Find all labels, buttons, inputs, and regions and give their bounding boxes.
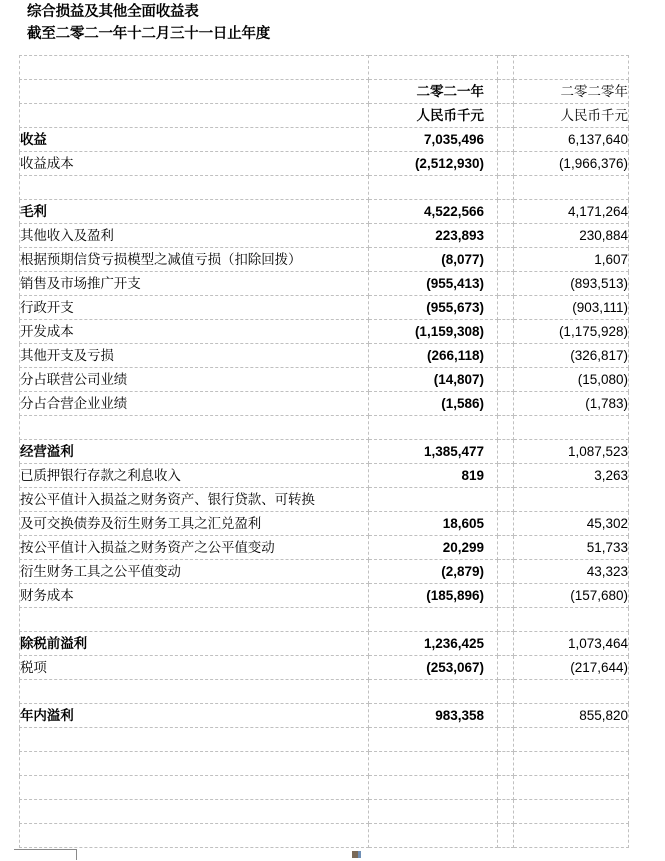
table-row[interactable] xyxy=(20,344,629,368)
row-label-text: 年内溢利 xyxy=(20,708,74,724)
row-label[interactable] xyxy=(20,584,369,608)
spacer-label-cell[interactable] xyxy=(20,608,369,632)
row-value-y2020-text: 1,087,523 xyxy=(567,444,628,459)
row-label-text: 衍生财务工具之公平值变动 xyxy=(20,564,181,580)
row-label-text: 收益 xyxy=(20,132,47,148)
row-label-text: 及可交换债券及衍生财务工具之汇兑盈利 xyxy=(20,516,262,532)
table-row[interactable] xyxy=(20,224,629,248)
spacer-y2020-cell[interactable] xyxy=(514,608,629,632)
spacer-y2021-cell[interactable] xyxy=(369,776,498,800)
spacer-label-cell[interactable] xyxy=(20,824,369,848)
spacer-gap-cell[interactable] xyxy=(498,416,514,440)
row-value-y2020[interactable] xyxy=(514,224,629,248)
row-value-y2021[interactable] xyxy=(369,632,498,656)
table-row[interactable] xyxy=(20,368,629,392)
table-row[interactable] xyxy=(20,536,629,560)
spacer-y2021-cell[interactable] xyxy=(369,56,498,80)
row-gap-cell[interactable] xyxy=(498,368,514,392)
row-value-y2021[interactable] xyxy=(369,296,498,320)
row-value-y2021[interactable] xyxy=(369,512,498,536)
row-gap-cell[interactable] xyxy=(498,272,514,296)
spacer-y2021-cell[interactable] xyxy=(369,680,498,704)
row-value-y2021-text: (2,879) xyxy=(441,564,484,579)
row-gap-cell[interactable] xyxy=(498,224,514,248)
row-value-y2021[interactable] xyxy=(369,128,498,152)
row-value-y2021[interactable] xyxy=(369,344,498,368)
row-gap-cell[interactable] xyxy=(498,440,514,464)
row-value-y2021-text: (1,586) xyxy=(441,396,484,411)
spacer-gap-cell[interactable] xyxy=(498,752,514,776)
spacer-gap-cell[interactable] xyxy=(498,728,514,752)
table-row[interactable] xyxy=(20,632,629,656)
row-value-y2020-text: (157,680) xyxy=(570,588,628,603)
row-value-y2020[interactable] xyxy=(514,656,629,680)
row-value-y2020-text: 3,263 xyxy=(594,468,628,483)
row-value-y2020[interactable] xyxy=(514,704,629,728)
row-label[interactable] xyxy=(20,560,369,584)
table-row[interactable] xyxy=(20,488,629,512)
row-label-text: 按公平值计入损益之财务资产之公平值变动 xyxy=(20,540,275,556)
row-value-y2021[interactable] xyxy=(369,584,498,608)
row-label-text: 毛利 xyxy=(20,204,47,220)
table-row[interactable] xyxy=(20,272,629,296)
row-value-y2020[interactable] xyxy=(514,296,629,320)
row-value-y2020[interactable] xyxy=(514,440,629,464)
table-row[interactable] xyxy=(20,560,629,584)
row-label-text: 行政开支 xyxy=(20,300,74,316)
table-row[interactable] xyxy=(20,440,629,464)
row-value-y2021[interactable] xyxy=(369,560,498,584)
table-row[interactable] xyxy=(20,464,629,488)
row-value-y2020[interactable] xyxy=(514,272,629,296)
row-label[interactable] xyxy=(20,488,369,512)
row-label[interactable] xyxy=(20,224,369,248)
table-row[interactable] xyxy=(20,248,629,272)
row-value-y2021[interactable] xyxy=(369,224,498,248)
row-value-y2020-text: (1,783) xyxy=(585,396,628,411)
table-row[interactable] xyxy=(20,584,629,608)
table-row[interactable] xyxy=(20,392,629,416)
row-value-y2020[interactable] xyxy=(514,200,629,224)
row-value-y2021[interactable] xyxy=(369,320,498,344)
table-row-spacer[interactable] xyxy=(20,752,629,776)
row-value-y2021-text: 983,358 xyxy=(435,708,484,723)
table-row-column-header[interactable] xyxy=(20,104,629,128)
row-value-y2021-text: 4,522,566 xyxy=(423,204,484,219)
row-label[interactable] xyxy=(20,656,369,680)
row-label-text: 除税前溢利 xyxy=(20,636,87,652)
spacer-y2021-cell[interactable] xyxy=(369,608,498,632)
spacer-label-cell[interactable] xyxy=(20,416,369,440)
table-row[interactable] xyxy=(20,152,629,176)
spacer-y2020-cell[interactable] xyxy=(514,56,629,80)
row-label[interactable] xyxy=(20,296,369,320)
spacer-y2021-cell[interactable] xyxy=(369,728,498,752)
column-header-blank-cell[interactable] xyxy=(20,104,369,128)
table-row[interactable] xyxy=(20,128,629,152)
row-value-y2021-text: (1,159,308) xyxy=(414,324,484,339)
spacer-y2021-cell[interactable] xyxy=(369,800,498,824)
row-gap-cell[interactable] xyxy=(498,344,514,368)
row-label[interactable] xyxy=(20,632,369,656)
row-value-y2021[interactable] xyxy=(369,200,498,224)
spacer-y2020-cell[interactable] xyxy=(514,800,629,824)
table-row-spacer[interactable] xyxy=(20,56,629,80)
spacer-label-cell[interactable] xyxy=(20,776,369,800)
column-header-blank-cell[interactable] xyxy=(20,80,369,104)
row-gap-cell[interactable] xyxy=(498,128,514,152)
column-header-y2021-text: 二零二一年 xyxy=(416,84,484,100)
cell-cursor-artifact xyxy=(352,851,361,858)
table-row[interactable] xyxy=(20,656,629,680)
row-value-y2020-text: (903,111) xyxy=(572,300,628,315)
spacer-y2020-cell[interactable] xyxy=(514,776,629,800)
row-gap-cell[interactable] xyxy=(498,200,514,224)
row-label-text: 开发成本 xyxy=(20,324,74,340)
row-value-y2021[interactable] xyxy=(369,248,498,272)
row-value-y2020-text: (326,817) xyxy=(570,348,628,363)
row-label[interactable] xyxy=(20,272,369,296)
column-header-y2021-text: 人民币千元 xyxy=(416,108,484,124)
row-value-y2021-text: (185,896) xyxy=(426,588,484,603)
table-row[interactable] xyxy=(20,320,629,344)
row-label[interactable] xyxy=(20,128,369,152)
row-value-y2020[interactable] xyxy=(514,488,629,512)
row-value-y2021[interactable] xyxy=(369,272,498,296)
row-gap-cell[interactable] xyxy=(498,392,514,416)
spacer-gap-cell[interactable] xyxy=(498,800,514,824)
table-row-spacer[interactable] xyxy=(20,608,629,632)
row-value-y2020[interactable] xyxy=(514,392,629,416)
row-value-y2021[interactable] xyxy=(369,392,498,416)
spacer-y2020-cell[interactable] xyxy=(514,176,629,200)
spacer-y2021-cell[interactable] xyxy=(369,176,498,200)
row-label-text: 根据预期信贷亏损模型之减值亏损（扣除回拨） xyxy=(20,252,302,268)
row-value-y2021-text: (955,413) xyxy=(426,276,484,291)
row-label-text: 按公平值计入损益之财务资产、银行贷款、可转换 xyxy=(20,492,315,508)
table-row-spacer[interactable] xyxy=(20,800,629,824)
row-value-y2021-text: (14,807) xyxy=(433,372,484,387)
row-value-y2020[interactable] xyxy=(514,344,629,368)
row-value-y2020-text: (1,966,376) xyxy=(558,156,628,171)
spacer-label-cell[interactable] xyxy=(20,176,369,200)
row-gap-cell[interactable] xyxy=(498,584,514,608)
row-value-y2020[interactable] xyxy=(514,368,629,392)
column-header-gap-cell[interactable] xyxy=(498,104,514,128)
row-value-y2020-text: 45,302 xyxy=(586,516,628,531)
row-label-text: 其他开支及亏损 xyxy=(20,348,114,364)
row-gap-cell[interactable] xyxy=(498,320,514,344)
row-value-y2020[interactable] xyxy=(514,632,629,656)
row-value-y2020-text: 51,733 xyxy=(586,540,628,555)
row-value-y2020-text: (217,644) xyxy=(570,660,628,675)
row-label-text: 收益成本 xyxy=(20,156,74,172)
column-header-y2020[interactable] xyxy=(514,80,629,104)
row-gap-cell[interactable] xyxy=(498,512,514,536)
row-label[interactable] xyxy=(20,152,369,176)
row-label[interactable] xyxy=(20,440,369,464)
table-row-spacer[interactable] xyxy=(20,416,629,440)
row-value-y2020-text: (893,513) xyxy=(570,276,628,291)
row-value-y2020[interactable] xyxy=(514,320,629,344)
column-header-y2020[interactable] xyxy=(514,104,629,128)
row-value-y2021[interactable] xyxy=(369,488,498,512)
spacer-label-cell[interactable] xyxy=(20,56,369,80)
income-statement-table[interactable] xyxy=(19,55,629,848)
spacer-y2020-cell[interactable] xyxy=(514,728,629,752)
row-value-y2020[interactable] xyxy=(514,152,629,176)
column-header-gap-cell[interactable] xyxy=(498,80,514,104)
spacer-y2020-cell[interactable] xyxy=(514,680,629,704)
row-gap-cell[interactable] xyxy=(498,632,514,656)
row-label[interactable] xyxy=(20,320,369,344)
row-value-y2021[interactable] xyxy=(369,464,498,488)
row-value-y2021-text: 223,893 xyxy=(435,228,484,243)
sheet-corner-tab xyxy=(14,849,77,860)
column-header-y2020-text: 二零二零年 xyxy=(560,84,628,100)
row-value-y2021-text: 1,236,425 xyxy=(423,636,484,651)
row-label[interactable] xyxy=(20,392,369,416)
row-value-y2020-text: 4,171,264 xyxy=(567,204,628,219)
row-value-y2021-text: (253,067) xyxy=(426,660,484,675)
row-value-y2020[interactable] xyxy=(514,512,629,536)
row-value-y2021-text: (266,118) xyxy=(426,348,484,363)
row-value-y2020[interactable] xyxy=(514,584,629,608)
row-label-text: 经营溢利 xyxy=(20,444,74,460)
row-label[interactable] xyxy=(20,368,369,392)
row-gap-cell[interactable] xyxy=(498,488,514,512)
row-label[interactable] xyxy=(20,704,369,728)
row-label-text: 财务成本 xyxy=(20,588,74,604)
row-value-y2021-text: (955,673) xyxy=(426,300,484,315)
row-gap-cell[interactable] xyxy=(498,656,514,680)
row-gap-cell[interactable] xyxy=(498,464,514,488)
row-label-text: 销售及市场推广开支 xyxy=(20,276,141,292)
table-row[interactable] xyxy=(20,296,629,320)
row-gap-cell[interactable] xyxy=(498,152,514,176)
table-row[interactable] xyxy=(20,200,629,224)
row-value-y2021-text: 18,605 xyxy=(442,516,484,531)
row-value-y2020[interactable] xyxy=(514,128,629,152)
row-value-y2020[interactable] xyxy=(514,536,629,560)
row-gap-cell[interactable] xyxy=(498,536,514,560)
spacer-gap-cell[interactable] xyxy=(498,824,514,848)
row-value-y2020-text: 855,820 xyxy=(579,708,628,723)
document-heading-block xyxy=(27,2,627,46)
spacer-gap-cell[interactable] xyxy=(498,56,514,80)
row-value-y2021[interactable] xyxy=(369,152,498,176)
row-value-y2021[interactable] xyxy=(369,704,498,728)
table-row-column-header[interactable] xyxy=(20,80,629,104)
spacer-y2021-cell[interactable] xyxy=(369,416,498,440)
row-value-y2021-text: 819 xyxy=(461,468,484,483)
row-gap-cell[interactable] xyxy=(498,248,514,272)
column-header-y2020-text: 人民币千元 xyxy=(560,108,628,124)
row-value-y2020-text: (15,080) xyxy=(577,372,628,387)
spacer-gap-cell[interactable] xyxy=(498,776,514,800)
row-value-y2021[interactable] xyxy=(369,368,498,392)
row-value-y2021-text: (8,077) xyxy=(441,252,484,267)
row-gap-cell[interactable] xyxy=(498,560,514,584)
row-gap-cell[interactable] xyxy=(498,296,514,320)
row-label-text: 已质押银行存款之利息收入 xyxy=(20,468,181,484)
row-label[interactable] xyxy=(20,248,369,272)
row-label[interactable] xyxy=(20,200,369,224)
row-value-y2020[interactable] xyxy=(514,464,629,488)
spacer-y2020-cell[interactable] xyxy=(514,416,629,440)
row-value-y2021[interactable] xyxy=(369,440,498,464)
spacer-label-cell[interactable] xyxy=(20,728,369,752)
table-row-spacer[interactable] xyxy=(20,680,629,704)
table-row-spacer[interactable] xyxy=(20,728,629,752)
row-value-y2020-text: 1,607 xyxy=(594,252,628,267)
row-label[interactable] xyxy=(20,512,369,536)
table-row[interactable] xyxy=(20,704,629,728)
row-value-y2021[interactable] xyxy=(369,536,498,560)
row-value-y2020-text: 6,137,640 xyxy=(567,132,628,147)
page-title: 综合损益及其他全面收益表 xyxy=(27,4,199,20)
spacer-gap-cell[interactable] xyxy=(498,608,514,632)
row-value-y2020-text: (1,175,928) xyxy=(558,324,628,339)
row-label-text: 分占联营公司业绩 xyxy=(20,372,128,388)
row-gap-cell[interactable] xyxy=(498,704,514,728)
row-value-y2020-text: 230,884 xyxy=(579,228,628,243)
spacer-label-cell[interactable] xyxy=(20,800,369,824)
column-header-y2021[interactable] xyxy=(369,104,498,128)
table-row[interactable] xyxy=(20,512,629,536)
row-value-y2021-text: 20,299 xyxy=(442,540,484,555)
row-label-text: 税项 xyxy=(20,660,47,676)
spacer-y2020-cell[interactable] xyxy=(514,752,629,776)
spacer-label-cell[interactable] xyxy=(20,680,369,704)
table-row-spacer[interactable] xyxy=(20,176,629,200)
row-value-y2020-text: 1,073,464 xyxy=(567,636,628,651)
row-label[interactable] xyxy=(20,536,369,560)
table-row-spacer[interactable] xyxy=(20,776,629,800)
row-value-y2020[interactable] xyxy=(514,248,629,272)
row-label[interactable] xyxy=(20,344,369,368)
row-value-y2021[interactable] xyxy=(369,656,498,680)
table-row-spacer[interactable] xyxy=(20,824,629,848)
row-value-y2020-text: 43,323 xyxy=(586,564,628,579)
row-value-y2021-text: 7,035,496 xyxy=(423,132,484,147)
spacer-gap-cell[interactable] xyxy=(498,176,514,200)
page-subtitle-period: 截至二零二一年十二月三十一日止年度 xyxy=(27,26,271,42)
spacer-y2020-cell[interactable] xyxy=(514,824,629,848)
row-label-text: 其他收入及盈利 xyxy=(20,228,114,244)
spacer-label-cell[interactable] xyxy=(20,752,369,776)
row-label[interactable] xyxy=(20,464,369,488)
spacer-gap-cell[interactable] xyxy=(498,680,514,704)
spacer-y2021-cell[interactable] xyxy=(369,752,498,776)
spacer-y2021-cell[interactable] xyxy=(369,824,498,848)
column-header-y2021[interactable] xyxy=(369,80,498,104)
row-value-y2021-text: (2,512,930) xyxy=(414,156,484,171)
row-value-y2020[interactable] xyxy=(514,560,629,584)
row-value-y2021-text: 1,385,477 xyxy=(423,444,484,459)
row-label-text: 分占合营企业业绩 xyxy=(20,396,128,412)
